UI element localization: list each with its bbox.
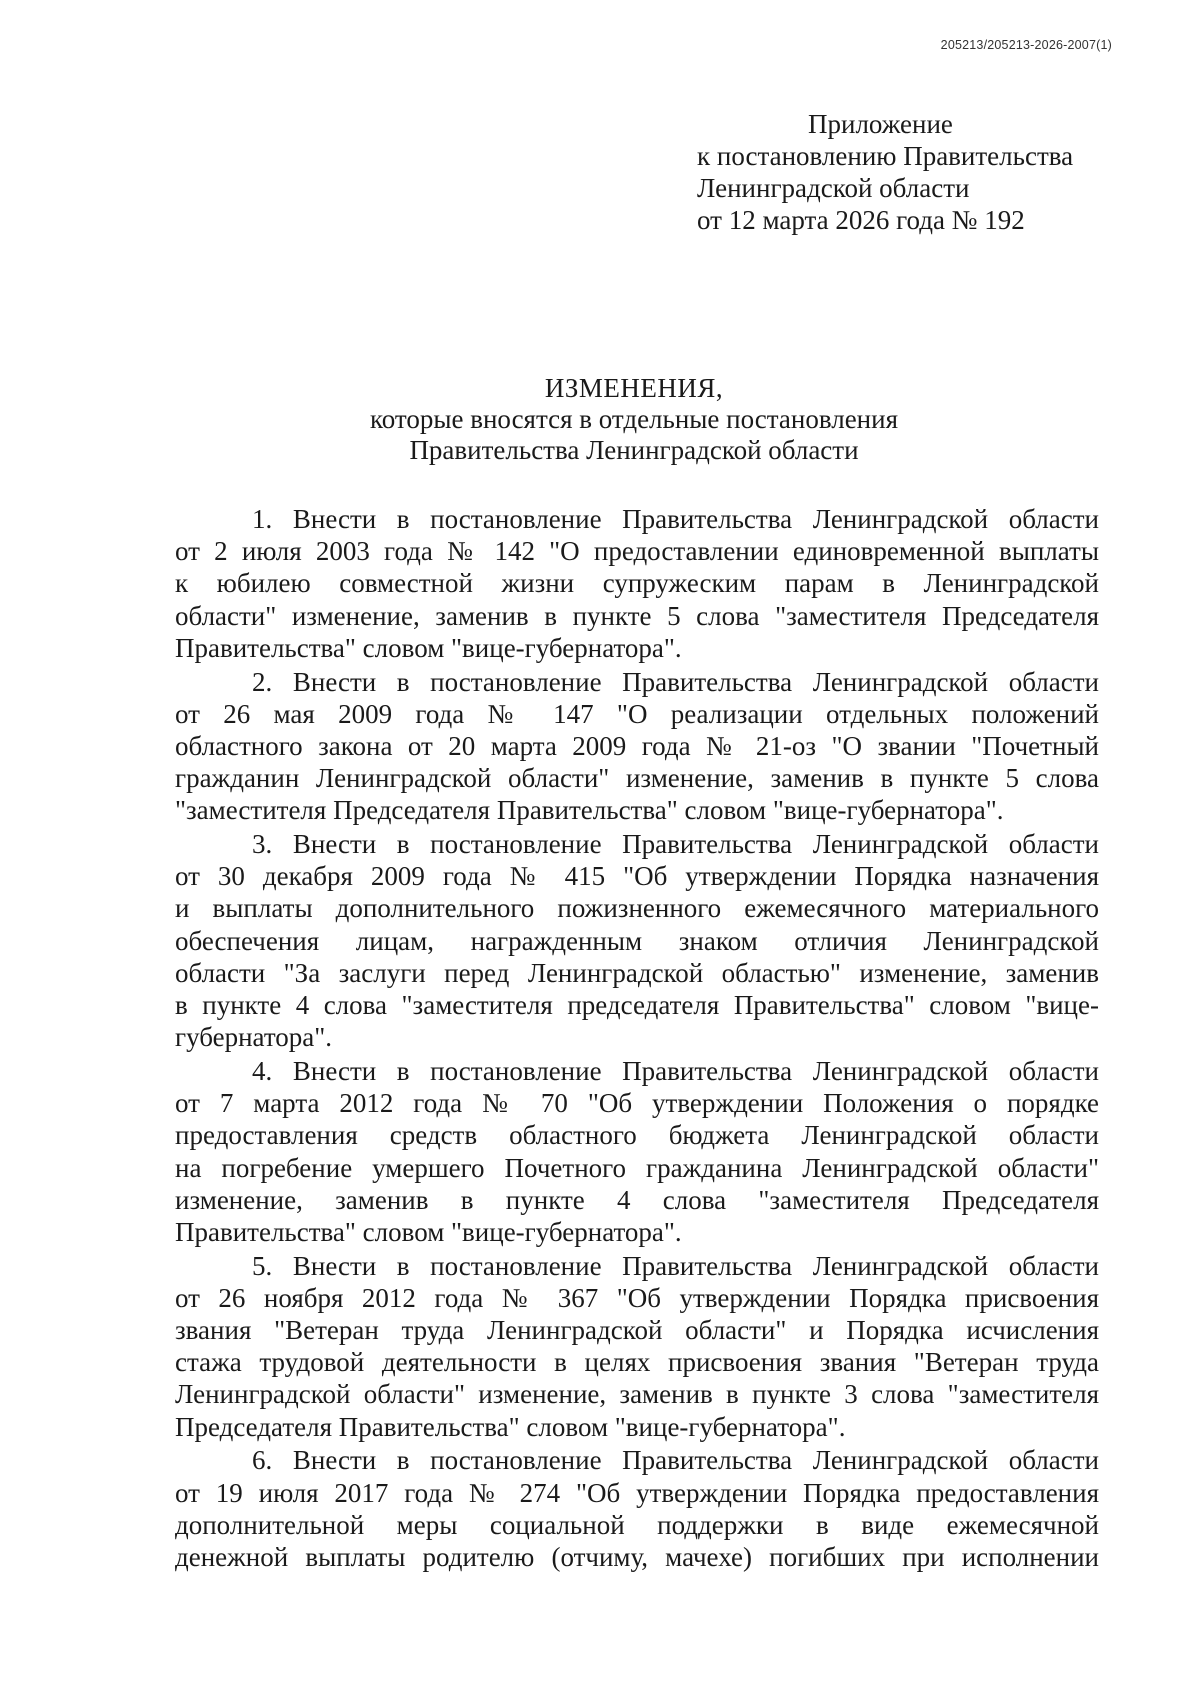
amendment-item (175, 1250, 1099, 1443)
amendment-line: и выплаты дополнительного пожизненного ежемесячного материального (175, 893, 1099, 924)
heading-subtitle-2: Правительства Ленинградской области (409, 435, 859, 465)
attachment-label: Приложение (808, 109, 953, 139)
amendment-line: от 30 декабря 2009 года № 415 "Об утверждении Порядка назначения (175, 861, 1099, 892)
amendment-line: Председателя Правительства" словом "вице-губернатора". (175, 1411, 846, 1442)
attachment-block (697, 108, 1117, 236)
amendment-line: к юбилею совместной жизни супружеским парам в Ленинградской (175, 568, 1099, 599)
amendment-line: 1. Внести в постановление Правительства Ленинградской области (252, 504, 1099, 534)
document-body (175, 503, 1099, 1575)
amendment-line: изменение, заменив в пункте 4 слова "заместителя Председателя (175, 1184, 1099, 1215)
amendment-line: на погребение умершего Почетного гражданина Ленинградской области" (175, 1152, 1099, 1183)
amendment-item (175, 828, 1099, 1053)
heading-title: ИЗМЕНЕНИЯ, (544, 373, 724, 403)
attachment-line-resolution: к постановлению Правительства (697, 141, 1074, 171)
amendment-line: 6. Внести в постановление Правительства Ленинградской области (252, 1445, 1099, 1476)
amendment-line: гражданин Ленинградской области" изменение, заменив в пункте 5 слова (175, 763, 1099, 794)
amendment-line: в пункте 4 слова "заместителя председателя Правительства" словом "вице- (175, 990, 1099, 1021)
amendment-line: области "За заслуги перед Ленинградской областью" изменение, заменив (175, 957, 1099, 988)
attachment-line-region: Ленинградской области (697, 173, 970, 203)
amendment-line: звания "Ветеран труда Ленинградской области" и Порядка исчисления (175, 1315, 1099, 1346)
amendment-line: Правительства" словом "вице-губернатора". (175, 632, 682, 663)
attachment-line-date: от 12 марта 2026 года № 192 (697, 205, 1025, 235)
amendment-line: от 26 мая 2009 года № 147 "О реализации отдельных положений (175, 698, 1099, 729)
amendment-line: от 26 ноября 2012 года № 367 "Об утверждении Порядка присвоения (175, 1282, 1099, 1313)
amendment-line: Правительства" словом "вице-губернатора". (175, 1216, 682, 1247)
amendment-line: от 2 июля 2003 года № 142 "О предоставлении единовременной выплаты (175, 536, 1099, 567)
document-code: 205213/205213-2026-2007(1) (940, 38, 1112, 52)
amendment-line: предоставления средств областного бюджета Ленинградской области (175, 1120, 1099, 1151)
amendment-line: денежной выплаты родителю (отчиму, мачехе) погибших при исполнении (175, 1542, 1099, 1572)
amendment-item (175, 666, 1099, 827)
amendment-item (175, 1444, 1099, 1573)
amendment-line: 3. Внести в постановление Правительства Ленинградской области (252, 829, 1099, 860)
amendment-item (175, 1055, 1099, 1248)
amendment-line: дополнительной меры социальной поддержки в виде ежемесячной (175, 1509, 1099, 1540)
amendment-line: областного закона от 20 марта 2009 года № 21-оз "О звании "Почетный (175, 730, 1099, 761)
amendment-line: от 7 марта 2012 года № 70 "Об утверждении Положения о порядке (175, 1088, 1099, 1119)
amendment-line: 5. Внести в постановление Правительства Ленинградской области (252, 1250, 1099, 1281)
amendment-line: обеспечения лицам, награжденным знаком отличия Ленинградской (175, 925, 1099, 956)
amendment-line: области" изменение, заменив в пункте 5 слова "заместителя Председателя (175, 600, 1099, 631)
amendment-line: 4. Внести в постановление Правительства Ленинградской области (252, 1055, 1099, 1086)
amendment-line: стажа трудовой деятельности в целях присвоения звания "Ветеран труда (175, 1347, 1099, 1378)
amendment-item (175, 503, 1099, 664)
heading-subtitle-1: которые вносятся в отдельные постановления (369, 404, 899, 434)
document-heading (0, 373, 1200, 466)
amendment-line: "заместителя Председателя Правительства" словом "вице-губернатора". (175, 795, 1004, 826)
amendment-line: 2. Внести в постановление Правительства Ленинградской области (252, 666, 1099, 697)
amendment-line: губернатора". (175, 1022, 333, 1053)
amendment-line: Ленинградской области" изменение, заменив в пункте 3 слова "заместителя (175, 1379, 1099, 1410)
amendment-line: от 19 июля 2017 года № 274 "Об утверждении Порядка предоставления (175, 1477, 1099, 1508)
